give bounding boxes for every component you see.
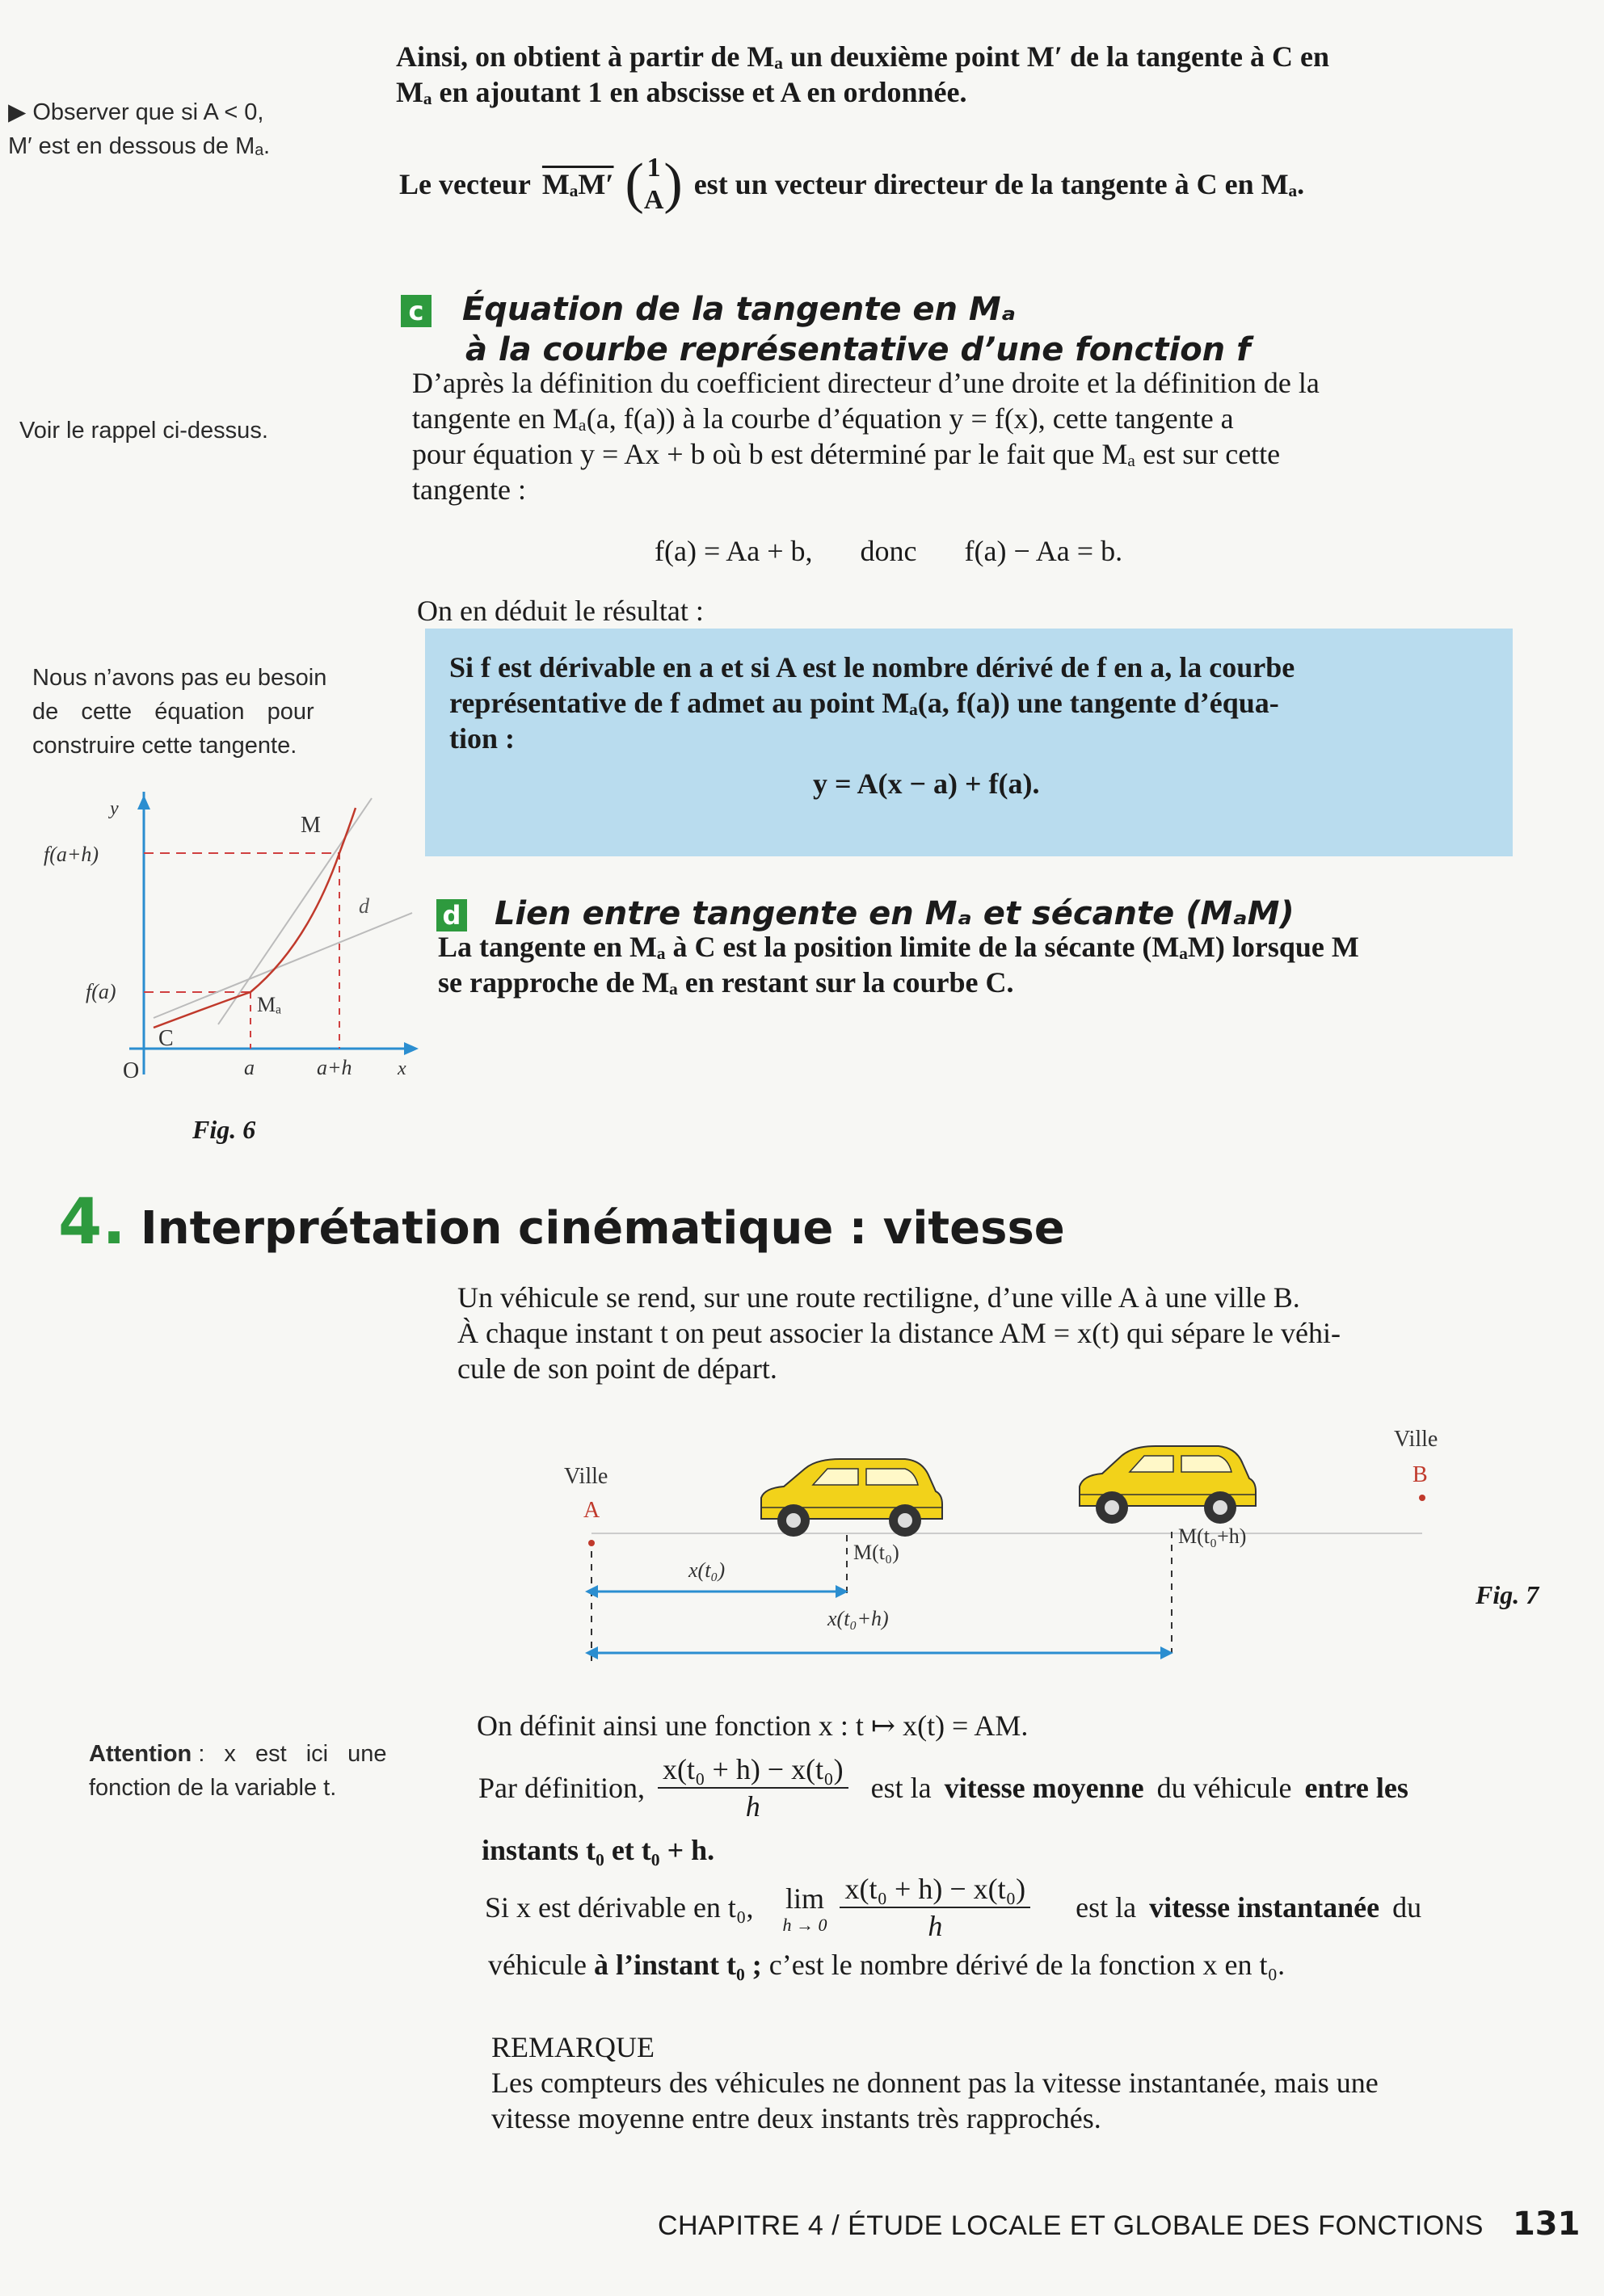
remark [491, 2029, 1582, 2136]
box-equation: y = A(x − a) + f(a). [813, 767, 1040, 800]
ma-label: Mₐ [257, 993, 282, 1016]
section-c-badge: c [401, 295, 432, 327]
figure-7-road [549, 1414, 1535, 1672]
intro-line-1: Ainsi, on obtient à partir de Mₐ un deuxième point M′ de la tangente à C en [396, 40, 1329, 73]
function-definition: On définit ainsi une fonction x : t ↦ x(t) = AM. [477, 1709, 1029, 1742]
lim-sub: h → 0 [782, 1915, 827, 1935]
m-t0-label: M(t₀) [853, 1541, 899, 1564]
vector-name: MₐM′ [541, 168, 614, 200]
inst-line2c: c’est le nombre dérivé de la fonction x en t₀. [768, 1949, 1286, 1981]
figure-7-caption: Fig. 7 [1476, 1580, 1539, 1609]
section-c-title-1: Équation de la tangente en Mₐ [461, 291, 1017, 328]
para-line: Un véhicule se rend, sur une route rectiligne, d’une ville A à une ville B. [457, 1281, 1300, 1314]
frac-num: x(t₀ + h) − x(t₀) [658, 1751, 848, 1789]
note-line: ▶ Observer que si A < 0, [8, 99, 264, 125]
note-line: construire cette tangente. [32, 733, 297, 759]
x-t0h-label: x(t₀+h) [827, 1607, 889, 1630]
para-line: se rapproche de Mₐ en restant sur la courbe C. [438, 966, 1014, 999]
remark-title: REMARQUE [491, 2031, 655, 2063]
inst-line2b: à l’instant t₀ ; [593, 1949, 762, 1981]
instant-speed-line-2 [488, 1947, 1587, 1983]
section-c-paragraph [412, 365, 1503, 507]
para-line: pour équation y = Ax + b où b est déterminé par le fait que Mₐ est sur cette [412, 438, 1281, 470]
attention-label: Attention [89, 1741, 192, 1767]
y-label: y [110, 798, 119, 819]
fa-label: f(a) [86, 980, 116, 1003]
limit [782, 1881, 827, 1934]
para-line: cule de son point de départ. [457, 1352, 777, 1385]
inst-text-2: du [1392, 1891, 1422, 1924]
secant-line [218, 798, 372, 1024]
origin-label: O [123, 1058, 140, 1083]
equation-line [655, 533, 1122, 569]
margin-note-recall: Voir le rappel ci-dessus. [19, 418, 268, 444]
vector-top: 1 [646, 153, 661, 183]
para-line: À chaque instant t on peut associer la distance AM = x(t) qui sépare le véhi- [457, 1317, 1341, 1349]
section-d-title: Lien entre tangente en Mₐ et sécante (MₐM) [494, 895, 1295, 932]
a-label: A [583, 1498, 600, 1523]
section-4-paragraph [457, 1280, 1548, 1386]
point-b [1419, 1495, 1425, 1501]
intro-line-2: Mₐ en ajoutant 1 en abscisse et A en ordonnée. [396, 76, 967, 108]
note-line: Nous n’avons pas eu besoin [32, 665, 327, 691]
car-icon [761, 1459, 942, 1537]
section-c-heading [401, 289, 1451, 370]
section-4-heading [58, 1186, 1065, 1259]
remark-line: Les compteurs des véhicules ne donnent pas la vitesse instantanée, mais une [491, 2067, 1379, 2099]
section-c-title-2: à la courbe représentative d’une fonction f [465, 331, 1251, 368]
par-def: Par définition, [478, 1772, 645, 1804]
instant-speed-line [485, 1871, 1584, 1944]
lim-word: lim [785, 1882, 824, 1915]
section-4-title: Interprétation cinématique : vitesse [140, 1202, 1065, 1255]
figure-6-caption: Fig. 6 [192, 1115, 256, 1144]
chapter-title: CHAPITRE 4 / ÉTUDE LOCALE ET GLOBALE DES FONCTIONS [658, 2210, 1484, 2241]
inst-prefix: Si x est dérivable en t₀, [485, 1891, 754, 1924]
box-line-1: Si f est dérivable en a et si A est le nombre dérivé de f en a, la courbe [449, 651, 1295, 683]
attention-text: : x est ici une [198, 1741, 387, 1767]
box-line-3: tion : [449, 722, 515, 755]
margin-note-observe [8, 95, 356, 163]
vector-prefix: Le vecteur [399, 168, 531, 200]
frac-den: h [928, 1910, 943, 1942]
section-d-paragraph [438, 929, 1537, 1000]
point-a [588, 1540, 595, 1546]
section-d-heading [436, 894, 1487, 934]
ville-a-label: Ville [564, 1464, 608, 1489]
para-line: La tangente en Mₐ à C est la position limite de la sécante (MₐM) lorsque M [438, 931, 1359, 963]
ville-b-label: Ville [1394, 1427, 1438, 1452]
x-t0-label: x(t₀) [688, 1558, 726, 1582]
avg-bold-2: entre les [1304, 1772, 1408, 1804]
average-speed-line-2: instants t₀ et t₀ + h. [482, 1834, 715, 1866]
eq-left: f(a) = Aa + b, [655, 535, 813, 567]
section-4-number: 4. [58, 1186, 126, 1259]
inst-text-1: est la [1076, 1891, 1137, 1924]
a-label: a [244, 1056, 255, 1079]
box-line-2: représentative de f admet au point Mₐ(a, f(a)) une tangente d’équa- [449, 687, 1279, 719]
average-fraction [658, 1751, 848, 1824]
vector-matrix: ( 1 A ) [625, 153, 683, 215]
avg-text-1: est la [870, 1772, 932, 1804]
m-label: M [301, 813, 321, 838]
remark-line: vitesse moyenne entre deux instants très rapprochés. [491, 2102, 1101, 2134]
curve-c [154, 808, 356, 1028]
para-line: tangente : [412, 473, 526, 506]
eq-mid: donc [860, 535, 917, 567]
inst-bold: vitesse instantanée [1149, 1891, 1380, 1924]
d-label: d [359, 894, 369, 918]
para-line: tangente en Mₐ(a, f(a)) à la courbe d’équation y = f(x), cette tangente a [412, 402, 1234, 435]
margin-note-attention [89, 1737, 444, 1805]
ah-label: a+h [317, 1056, 352, 1079]
frac-num: x(t₀ + h) − x(t₀) [840, 1871, 1030, 1908]
vector-bottom: A [643, 185, 664, 215]
frac-den: h [745, 1790, 760, 1823]
avg-bold-1: vitesse moyenne [944, 1772, 1144, 1804]
para-line: D’après la définition du coefficient directeur d’une droite et la définition de la [412, 367, 1320, 399]
page-footer [658, 2206, 1580, 2243]
c-label: C [158, 1026, 174, 1051]
attention-line-2: fonction de la variable t. [89, 1775, 337, 1801]
average-speed-line [478, 1751, 1577, 1824]
vector-line [399, 152, 1530, 217]
deduce-line: On en déduit le résultat : [417, 595, 704, 627]
y-axis-arrow-icon [137, 795, 150, 809]
fah-label: f(a+h) [44, 843, 99, 866]
m-t0h-label: M(t₀+h) [1178, 1524, 1247, 1548]
page-number: 131 [1512, 2206, 1581, 2243]
vector-suffix: est un vecteur directeur de la tangente à C en Mₐ. [693, 168, 1305, 200]
car-icon [1080, 1446, 1256, 1524]
intro-paragraph [396, 39, 1495, 110]
figure-6-graph [32, 792, 428, 1083]
result-box [425, 629, 1513, 856]
margin-note-equation [32, 661, 380, 763]
inst-line2a: véhicule [488, 1949, 587, 1981]
x-label: x [398, 1058, 406, 1079]
eq-right: f(a) − Aa = b. [964, 535, 1123, 567]
section-d-badge: d [436, 899, 467, 931]
note-line: M′ est en dessous de Mₐ. [8, 133, 271, 159]
note-line: de cette équation pour [32, 699, 314, 725]
x-axis-arrow-icon [404, 1042, 419, 1055]
b-label: B [1412, 1462, 1428, 1487]
instant-fraction [840, 1871, 1030, 1944]
avg-text-2: du véhicule [1156, 1772, 1292, 1804]
